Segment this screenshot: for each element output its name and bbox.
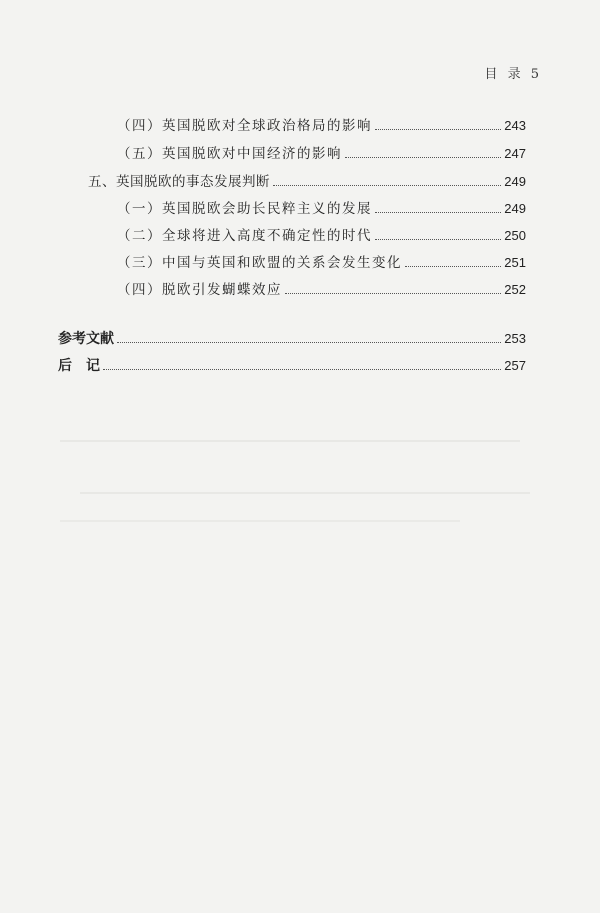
toc-entry-page: 249	[504, 174, 526, 189]
toc-entry-title: （一）英国脱欧会助长民粹主义的发展	[117, 201, 372, 217]
dot-leader	[375, 129, 501, 130]
toc-entry-title: （五）英国脱欧对中国经济的影响	[117, 146, 342, 162]
dot-leader	[345, 157, 501, 158]
toc-entry[interactable]	[117, 227, 526, 245]
bleed-through-mark	[60, 520, 460, 522]
toc-entry-title: （四）英国脱欧对全球政治格局的影响	[117, 118, 372, 134]
toc-entry-page: 243	[504, 118, 526, 133]
toc-entry-page: 247	[504, 146, 526, 161]
toc-main-entry[interactable]	[58, 356, 526, 375]
toc-entry-page: 249	[504, 201, 526, 216]
toc-entry[interactable]	[117, 281, 526, 299]
toc-entry-page: 252	[504, 282, 526, 297]
toc-main-entry[interactable]	[58, 329, 526, 348]
toc-entry[interactable]	[117, 200, 526, 218]
toc-entry-title: 五、英国脱欧的事态发展判断	[88, 174, 270, 190]
toc-entry[interactable]	[117, 117, 526, 135]
toc-entry-title: 后 记	[58, 357, 100, 373]
toc-entry-page: 253	[504, 331, 526, 346]
dot-leader	[103, 369, 501, 370]
running-header	[484, 63, 542, 82]
toc-entry-title: （二）全球将进入高度不确定性的时代	[117, 228, 372, 244]
bleed-through-mark	[80, 492, 530, 494]
toc-entry-title: （三）中国与英国和欧盟的关系会发生变化	[117, 255, 402, 271]
header-page-number: 5	[530, 67, 542, 82]
dot-leader	[375, 239, 501, 240]
dot-leader	[405, 266, 501, 267]
toc-entry[interactable]	[117, 254, 526, 272]
dot-leader	[285, 293, 501, 294]
dot-leader	[117, 342, 501, 343]
toc-entry-page: 250	[504, 228, 526, 243]
dot-leader	[375, 212, 501, 213]
toc-entry-page: 257	[504, 358, 526, 373]
dot-leader	[273, 185, 501, 186]
toc-entry-title: （四）脱欧引发蝴蝶效应	[117, 282, 282, 298]
bleed-through-mark	[60, 440, 520, 442]
toc-section-entry[interactable]	[88, 173, 526, 191]
toc-entry-page: 251	[504, 255, 526, 270]
toc-entry[interactable]	[117, 145, 526, 163]
toc-entry-title: 参考文献	[58, 330, 114, 346]
header-label: 目 录	[484, 67, 524, 82]
